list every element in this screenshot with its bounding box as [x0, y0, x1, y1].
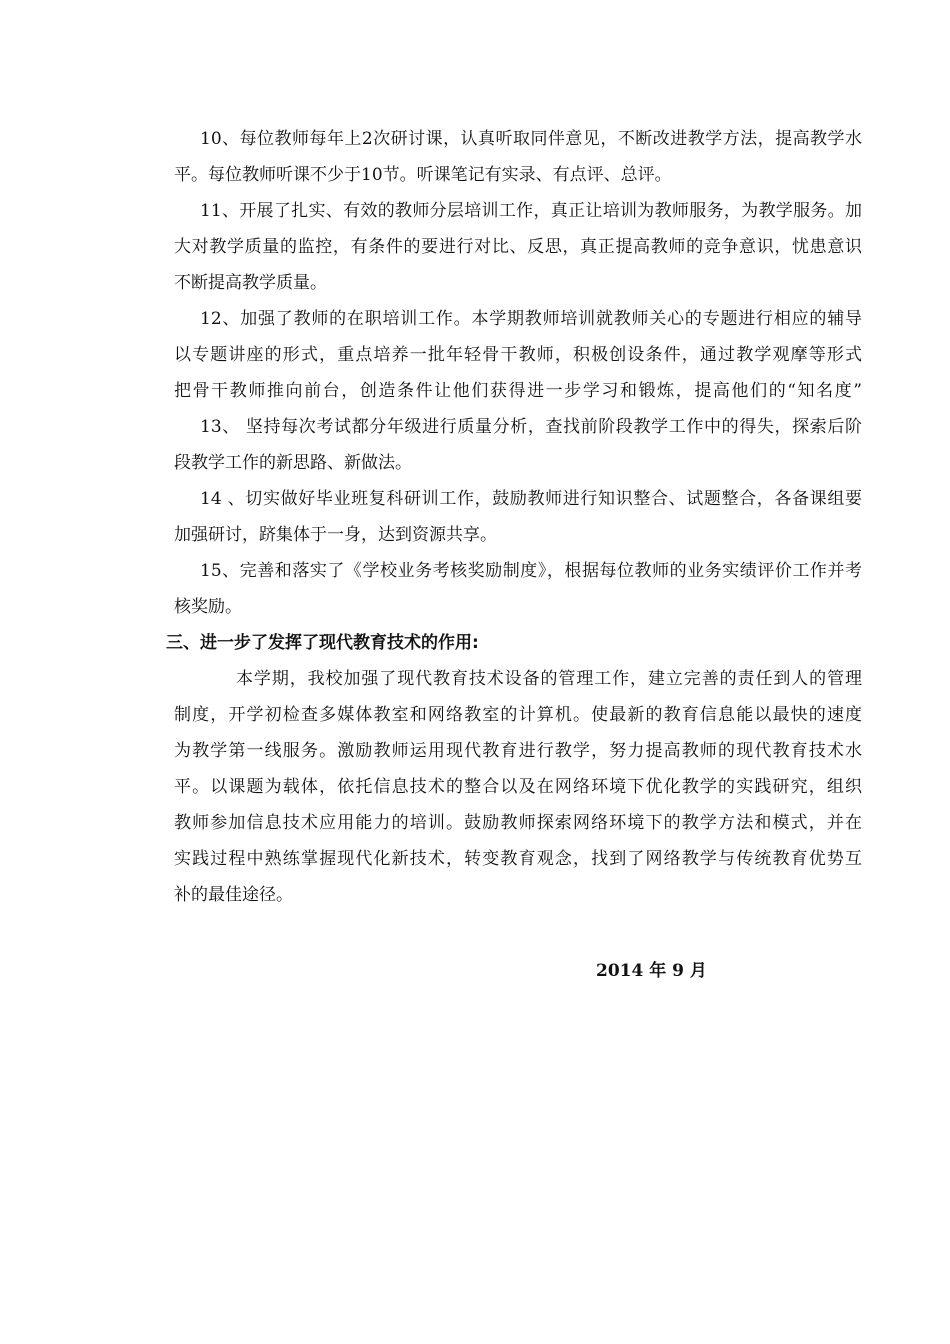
section-heading: 三、进一步了发挥了现代教育技术的作用:: [166, 633, 479, 653]
section-body-line-6: 实践过程中熟练掌握现代化新技术，转变教育观念，找到了网络教学与传统教育优势互: [174, 849, 862, 869]
list-item-11-line-3: 不断提高教学质量。: [174, 273, 327, 293]
list-item-12: [140, 301, 862, 409]
document-body: [140, 121, 862, 913]
list-item-10-line-2: 平。每位教师听课不少于10节。听课笔记有实录、有点评、总评。: [174, 165, 672, 185]
section-body-line-2: 制度，开学初检查多媒体教室和网络教室的计算机。使最新的教育信息能以最快的速度: [174, 705, 862, 725]
list-item-15-line-1: 15、完善和落实了《学校业务考核奖励制度》，根据每位教师的业务实绩评价工作并考: [200, 561, 862, 581]
list-item-14-line-1: 14 、切实做好毕业班复科研训工作，鼓励教师进行知识整合、试题整合，各备课组要: [200, 489, 862, 509]
list-item-13: [140, 409, 862, 481]
list-item-12-line-2: 以专题讲座的形式，重点培养一批年轻骨干教师，积极创设条件，通过教学观摩等形式: [174, 345, 862, 365]
list-item-14-line-2: 加强研讨，跻集体于一身，达到资源共享。: [174, 525, 497, 545]
list-item-13-line-2: 段教学工作的新思路、新做法。: [174, 453, 412, 473]
document-date: 2014 年 9 月: [596, 961, 707, 981]
section-body-line-5: 教师参加信息技术应用能力的培训。鼓励教师探索网络环境下的教学方法和模式，并在: [174, 813, 862, 833]
list-item-10: [140, 121, 862, 193]
section-body-line-1: 本学期，我校加强了现代教育技术设备的管理工作，建立完善的责任到人的管理: [236, 669, 862, 689]
list-item-11-line-2: 大对教学质量的监控，有条件的要进行对比、反思，真正提高教师的竞争意识，忧患意识: [174, 237, 862, 257]
list-item-12-line-3: 把骨干教师推向前台，创造条件让他们获得进一步学习和锻炼，提高他们的“知名度”: [174, 381, 862, 401]
list-item-15-line-2: 核奖励。: [174, 597, 242, 617]
section-body-line-7: 补的最佳途径。: [174, 885, 293, 905]
list-item-11-line-1: 11、开展了扎实、有效的教师分层培训工作，真正让培训为教师服务，为教学服务。加: [200, 201, 862, 221]
list-item-13-line-1: 13、 坚持每次考试都分年级进行质量分析，查找前阶段教学工作中的得失，探索后阶: [200, 417, 862, 437]
section-body-line-3: 为教学第一线服务。激励教师运用现代教育进行教学，努力提高教师的现代教育技术水: [174, 741, 862, 761]
section-body-line-4: 平。以课题为载体，依托信息技术的整合以及在网络环境下优化教学的实践研究，组织: [174, 777, 862, 797]
list-item-11: [140, 193, 862, 301]
list-item-14: [140, 481, 862, 553]
section-body: [140, 661, 862, 913]
list-item-15: [140, 553, 862, 625]
list-item-10-line-1: 10、每位教师每年上2次研讨课，认真听取同伴意见，不断改进教学方法，提高教学水: [200, 129, 862, 149]
list-item-12-line-1: 12、加强了教师的在职培训工作。本学期教师培训就教师关心的专题进行相应的辅导: [200, 309, 862, 329]
